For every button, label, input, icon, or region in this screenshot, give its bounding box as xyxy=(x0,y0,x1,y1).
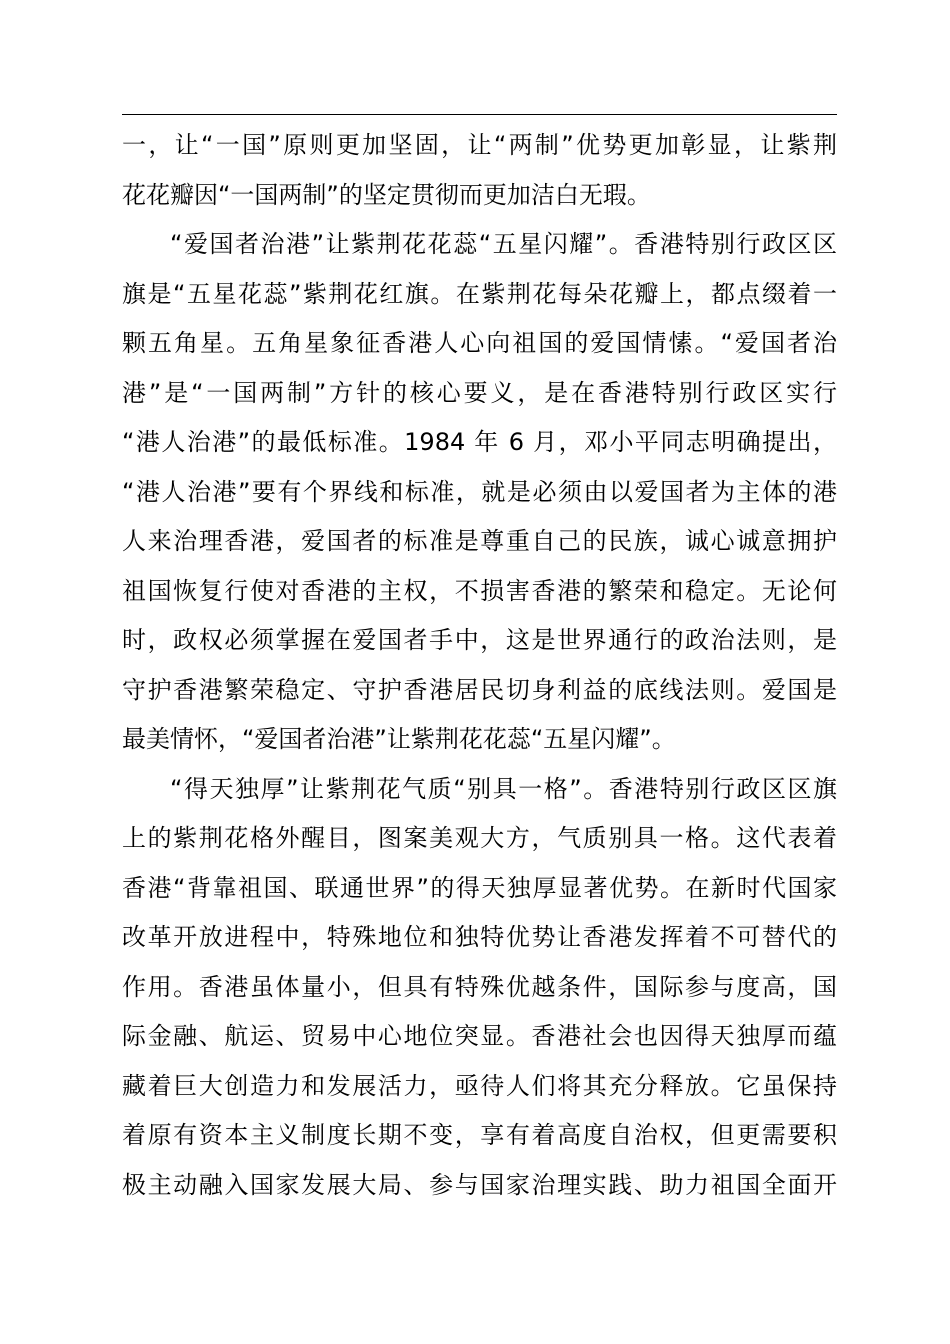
text-line: 际金融、航运、贸易中心地位突显。香港社会也因得天独厚而蕴 xyxy=(122,1022,837,1050)
text-line: 上的紫荆花格外醒目，图案美观大方，气质别具一格。这代表着 xyxy=(122,824,837,852)
text-line: 人来治理香港，爱国者的标准是尊重自己的民族，诚心诚意拥护 xyxy=(122,527,837,555)
text-line: 香港“背靠祖国、联通世界”的得天独厚显著优势。在新时代国家 xyxy=(122,873,837,902)
text-line: 藏着巨大创造力和发展活力，亟待人们将其充分释放。它虽保持 xyxy=(122,1071,837,1100)
text-line: 花花瓣因“一国两制”的坚定贯彻而更加洁白无瑕。 xyxy=(122,180,651,209)
text-line: “得天独厚”让紫荆花气质“别具一格”。香港特别行政区区旗 xyxy=(170,774,837,803)
text-line: 极主动融入国家发展大局、参与国家治理实践、助力祖国全面开 xyxy=(122,1170,837,1199)
text-line: “港人治港”要有个界线和标准，就是必须由以爱国者为主体的港 xyxy=(122,477,837,506)
text-line: 作用。香港虽体量小，但具有特殊优越条件，国际参与度高，国 xyxy=(122,972,837,1001)
header-rule xyxy=(122,114,837,115)
text-line: “爱国者治港”让紫荆花花蕊“五星闪耀”。香港特别行政区区 xyxy=(170,230,837,258)
text-line: 颗五角星。五角星象征香港人心向祖国的爱国情愫。“爱国者治 xyxy=(122,329,837,357)
text-line: 祖国恢复行使对香港的主权，不损害香港的繁荣和稳定。无论何 xyxy=(122,576,837,605)
text-line: 港”是“一国两制”方针的核心要义，是在香港特别行政区实行 xyxy=(122,378,837,407)
text-line: “港人治港”的最低标准。1984 年 6 月，邓小平同志明确提出， xyxy=(122,428,837,456)
text-line: 着原有资本主义制度长期不变，享有着高度自治权，但更需要积 xyxy=(122,1121,837,1149)
text-line: 最美情怀，“爱国者治港”让紫荆花花蕊“五星闪耀”。 xyxy=(122,725,676,753)
document-body xyxy=(122,121,837,1210)
text-line: 改革开放进程中，特殊地位和独特优势让香港发挥着不可替代的 xyxy=(122,923,837,951)
text-line: 旗是“五星花蕊”紫荆花红旗。在紫荆花每朵花瓣上，都点缀着一 xyxy=(122,279,837,308)
text-line: 守护香港繁荣稳定、守护香港居民切身利益的底线法则。爱国是 xyxy=(122,675,837,704)
text-line: 一，让“一国”原则更加坚固，让“两制”优势更加彰显，让紫荆 xyxy=(122,131,837,159)
text-line: 时，政权必须掌握在爱国者手中，这是世界通行的政治法则，是 xyxy=(122,626,837,654)
